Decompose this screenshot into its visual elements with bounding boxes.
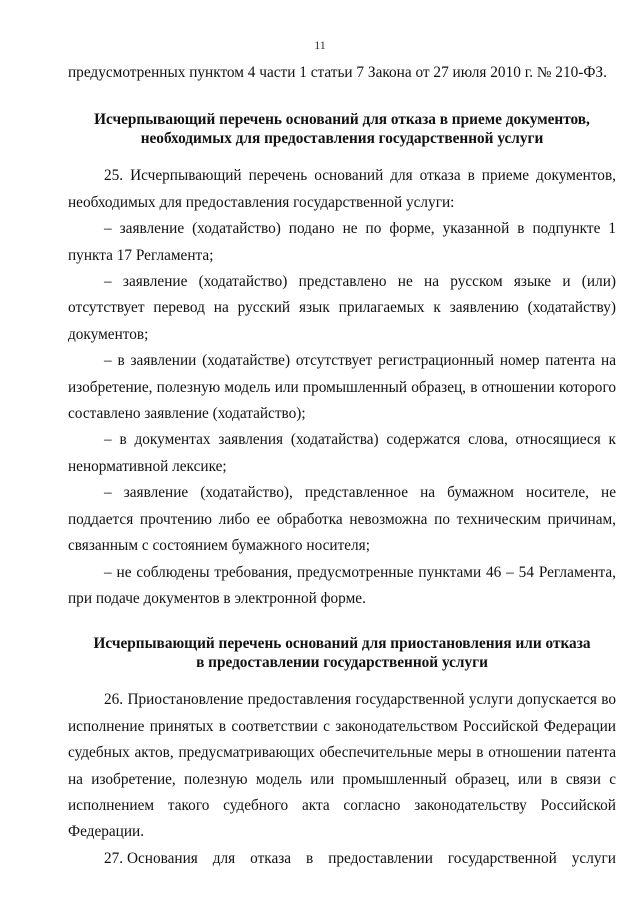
list-item: – заявление (ходатайство) представлено не на русском языке и (или) отсутствует перевод на русский язык прилагаемых к заявлению (ходатайству) документов;: [68, 273, 616, 343]
list-item: – не соблюдены требования, предусмотренные пунктами 46 – 54 Регламента, при подаче документов в электронной форме.: [68, 563, 616, 607]
list-item: – заявление (ходатайство) подано не по форме, указанной в подпункте 1 пункта 17 Регламента;: [68, 220, 616, 264]
section-heading-refusal-acceptance: [68, 110, 616, 148]
paragraph-27-first-line: [68, 846, 616, 872]
section-heading-line: необходимых для предоставления государственной услуги: [140, 130, 544, 148]
section-heading-line: в предоставлении государственной услуги: [196, 654, 488, 672]
paragraph-26: 26. Приостановление предоставления государственной услуги допускается во исполнение принятых в соответствии с законодательством Российской Федерации судебных актов, предусматривающих обеспечительные меры в отношении патента на изобретение, полезную модель или промышленный образец, или в связи с исполнением такого судебного акта согласно законодательству Российской Федерации.: [68, 691, 616, 841]
word: предоставлении: [328, 849, 433, 867]
section-heading-suspension-refusal: [68, 634, 616, 672]
section-heading-line: Исчерпывающий перечень оснований для приостановления или отказа: [93, 635, 591, 653]
paragraph-25: 25. Исчерпывающий перечень оснований для отказа в приеме документов, необходимых для предоставления государственной услуги:: [68, 167, 616, 211]
intro-paragraph: предусмотренных пунктом 4 части 1 статьи 7 Закона от 27 июля 2010 г. № 210-ФЗ.: [68, 64, 607, 81]
section-heading-line: Исчерпывающий перечень оснований для отказа в приеме документов,: [94, 111, 590, 129]
list-item: – заявление (ходатайство), представленное на бумажном носителе, не поддается прочтению либо ее обработка невозможна по техническим причинам, связанным с состоянием бумажного носителя;: [68, 484, 616, 555]
word: 27. Основания: [104, 849, 198, 867]
list-item: – в заявлении (ходатайстве) отсутствует регистрационный номер патента на изобретение, полезную модель или промышленный образец, в отношении которого составлено заявление (ходатайство);: [68, 352, 616, 423]
page-number: 11: [314, 38, 326, 52]
document-body: [68, 60, 616, 872]
list-item: – в документах заявления (ходатайства) содержатся слова, относящиеся к ненормативной лексике;: [68, 431, 616, 475]
word: для: [212, 849, 236, 867]
word: отказа: [250, 849, 292, 867]
word: государственной: [447, 849, 557, 867]
word: услуги: [571, 849, 616, 867]
word: в: [306, 849, 314, 867]
